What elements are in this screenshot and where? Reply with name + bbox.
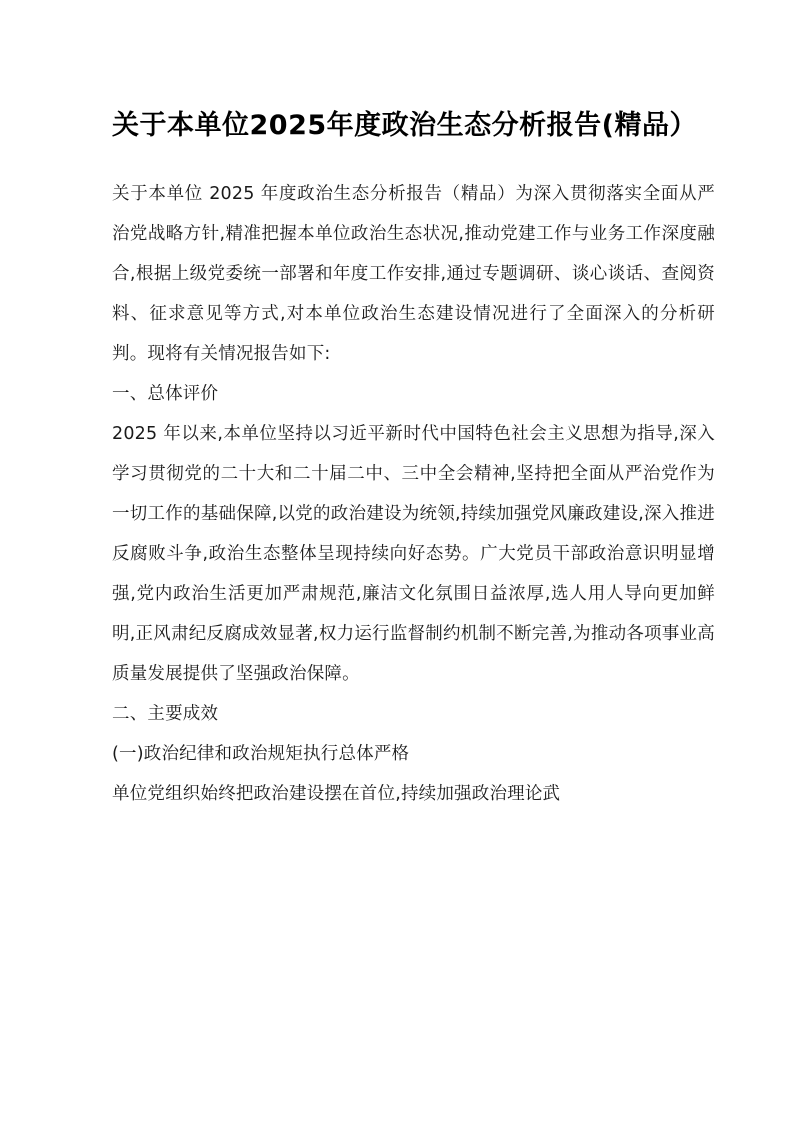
page-title: 关于本单位2025年度政治生态分析报告(精品） <box>112 110 697 141</box>
political-discipline-paragraph: 单位党组织始终把政治建设摆在首位,持续加强政治理论武 <box>112 784 561 804</box>
section-heading-main-achievements: 二、主要成效 <box>112 704 219 724</box>
subsection-heading-political-discipline: (一)政治纪律和政治规矩执行总体严格 <box>112 744 410 764</box>
section-heading-overall-evaluation: 一、总体评价 <box>112 384 219 404</box>
intro-paragraph: 关于本单位 2025 年度政治生态分析报告（精品）为深入贯彻落实全面从严治党战略方针,精准把握本单位政治生态状况,推动党建工作与业务工作深度融合,根据上级党委统一部署和年度工作安排,通过专题调研、谈心谈话、查阅资料、征求意见等方式,对本单位政治生态建设情况进行了全面深入的分析研判。现将有关情况报告如下: <box>112 184 715 364</box>
overall-evaluation-paragraph: 2025 年以来,本单位坚持以习近平新时代中国特色社会主义思想为指导,深入学习贯彻党的二十大和二十届二中、三中全会精神,坚持把全面从严治党作为一切工作的基础保障,以党的政治建设为统领,持续加强党风廉政建设,深入推进反腐败斗争,政治生态整体呈现持续向好态势。广大党员干部政治意识明显增强,党内政治生活更加严肃规范,廉洁文化氛围日益浓厚,选人用人导向更加鲜明,正风肃纪反腐成效显著,权力运行监督制约机制不断完善,为推动各项事业高质量发展提供了坚强政治保障。 <box>112 424 715 684</box>
